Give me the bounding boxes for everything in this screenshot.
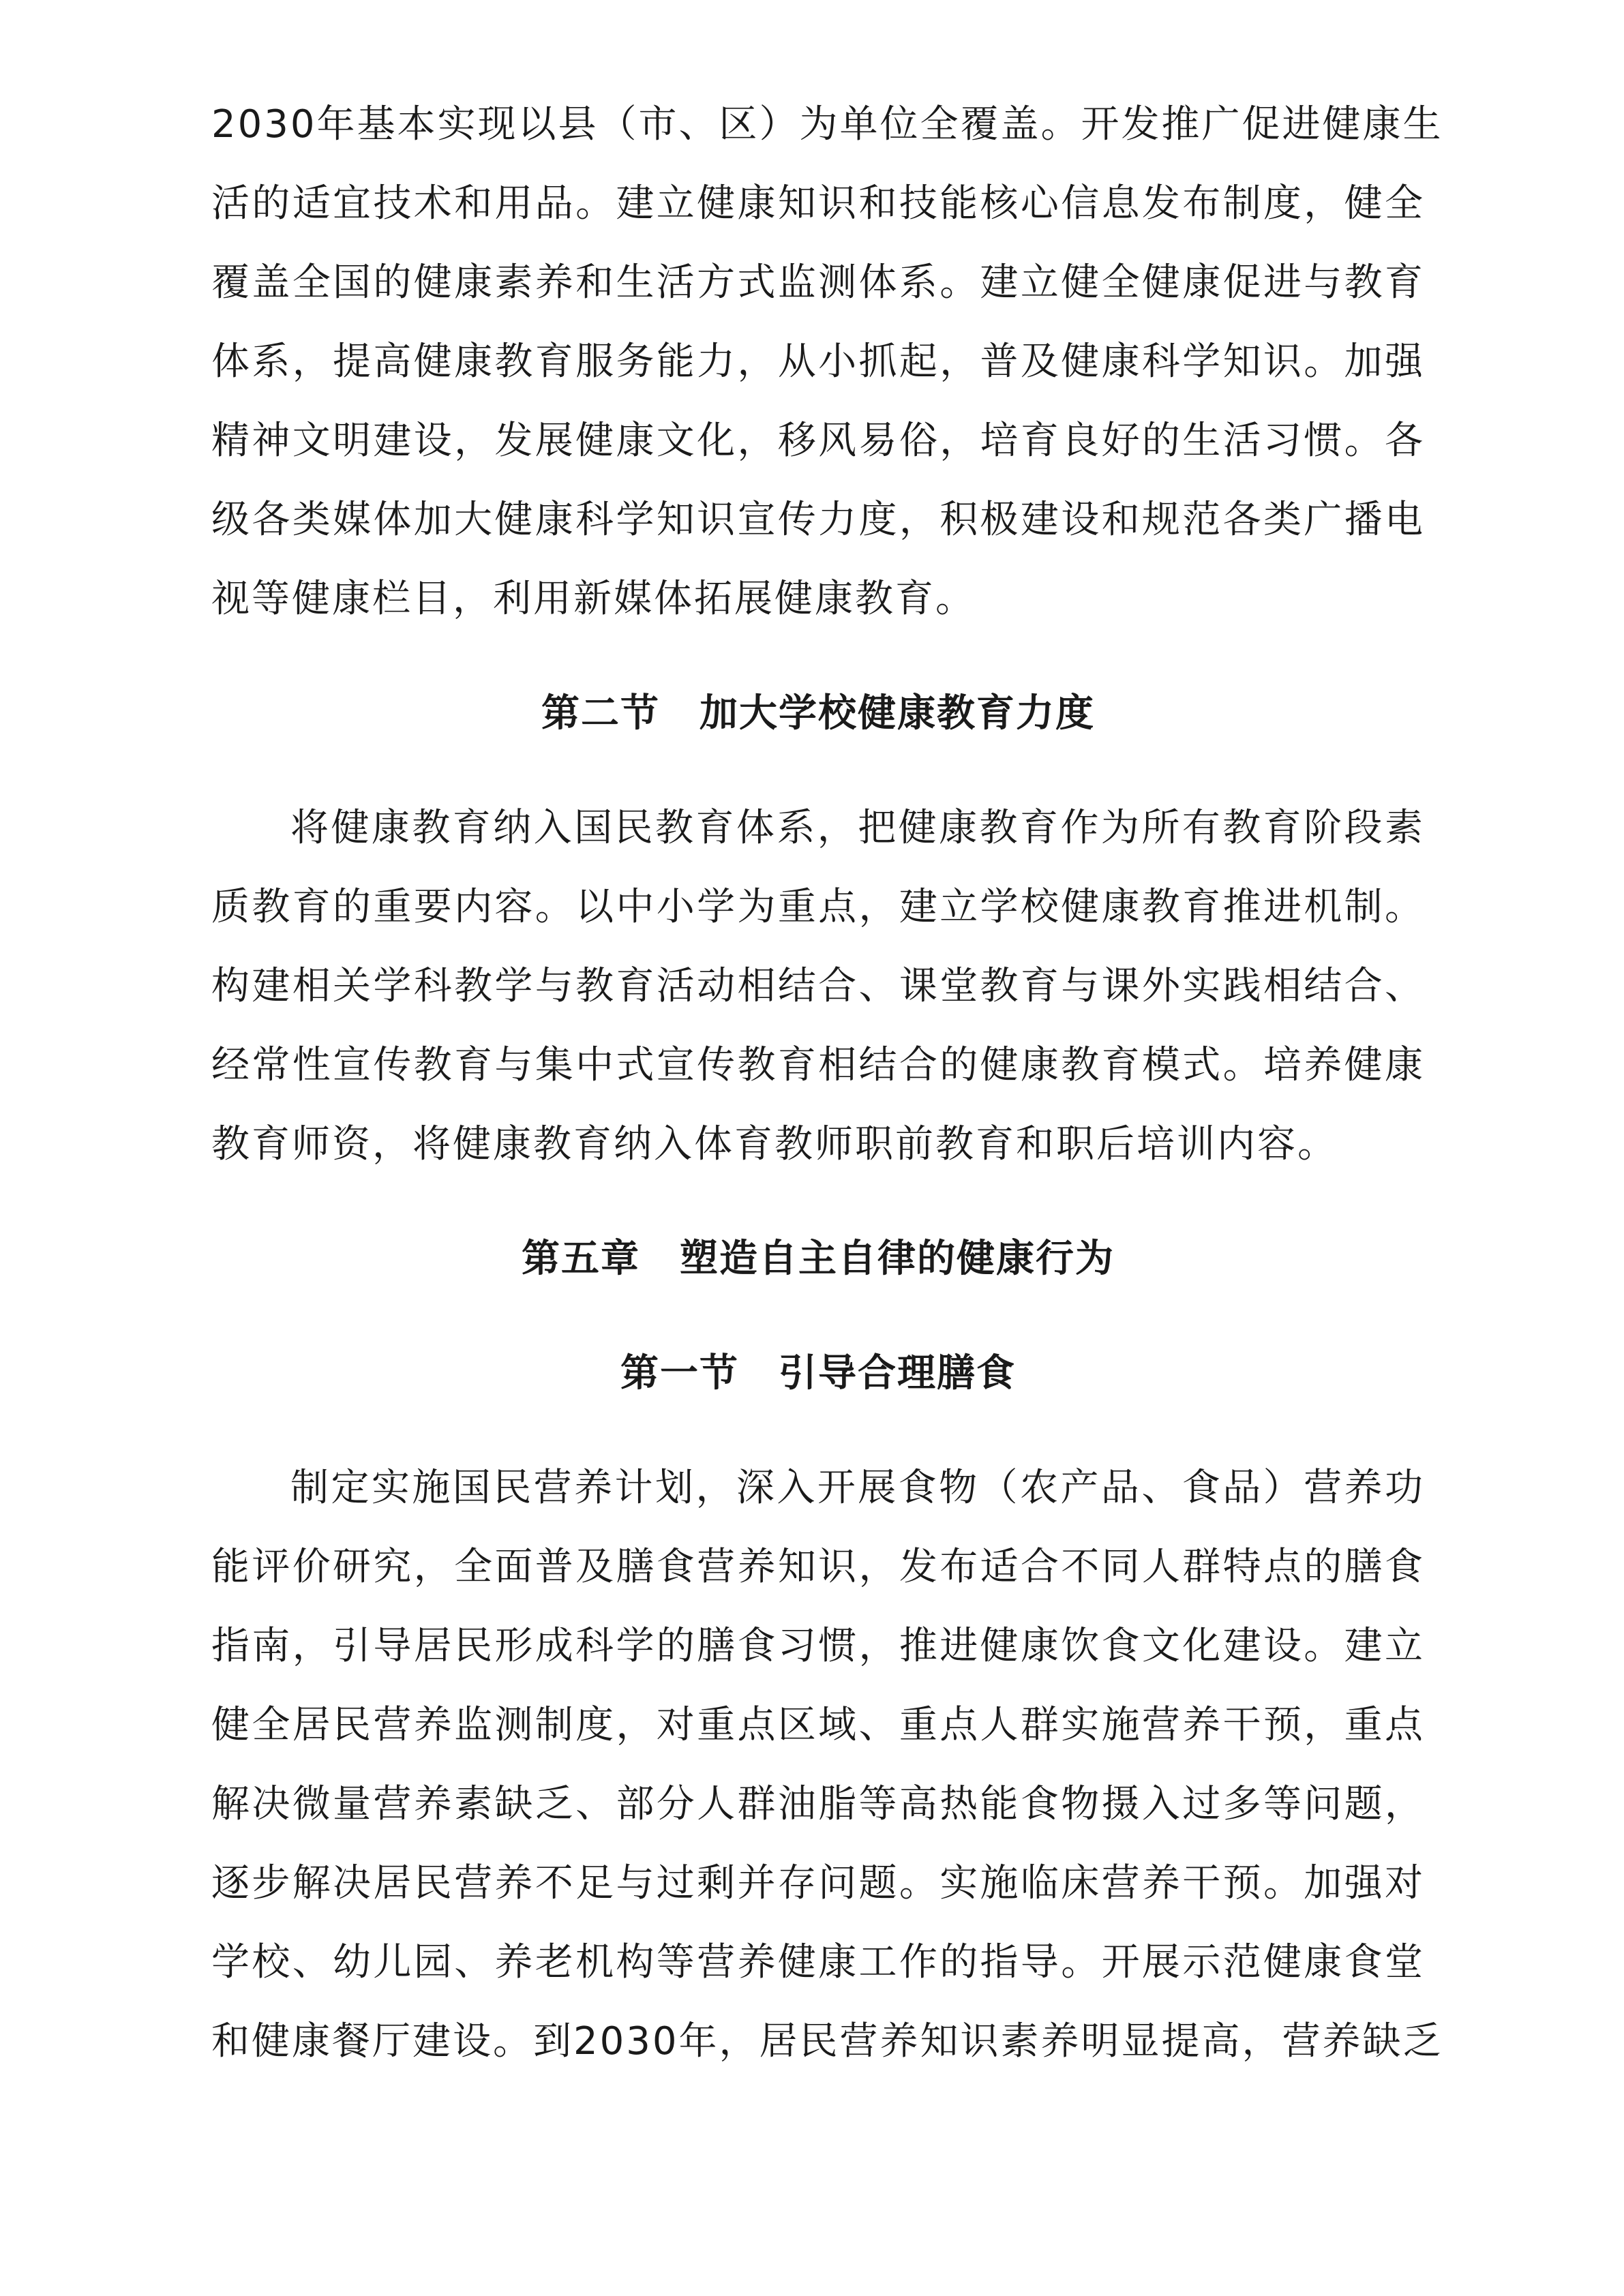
paragraph-line: 教育师资，将健康教育纳入体育教师职前教育和职后培训内容。	[211, 1122, 1338, 1166]
section-heading-school-health-education: 第二节 加大学校健康教育力度	[541, 691, 1095, 736]
document-page	[211, 85, 1443, 2081]
paragraph-line: 解决微量营养素缺乏、部分人群油脂等高热能食物摄入过多等问题，	[211, 1782, 1425, 1826]
paragraph-line: 和健康餐厅建设。到2030年，居民营养知识素养明显提高，营养缺乏	[211, 2019, 1443, 2064]
chapter-heading-health-behavior: 第五章 塑造自主自律的健康行为	[522, 1237, 1115, 1281]
paragraph-line: 能评价研究，全面普及膳食营养知识，发布适合不同人群特点的膳食	[211, 1545, 1425, 1589]
paragraph-school-health-education	[211, 789, 1425, 1184]
paragraph-line: 指南，引导居民形成科学的膳食习惯，推进健康饮食文化建设。建立	[211, 1624, 1425, 1668]
paragraph-line: 级各类媒体加大健康科学知识宣传力度，积极建设和规范各类广播电	[211, 498, 1425, 542]
paragraph-line: 活的适宜技术和用品。建立健康知识和技能核心信息发布制度，健全	[211, 181, 1425, 226]
paragraph-line: 构建相关学科教学与教育活动相结合、课堂教育与课外实践相结合、	[211, 964, 1425, 1008]
paragraph-line: 逐步解决居民营养不足与过剩并存问题。实施临床营养干预。加强对	[211, 1861, 1425, 1905]
paragraph-line: 2030年基本实现以县（市、区）为单位全覆盖。开发推广促进健康生	[211, 102, 1443, 147]
paragraph-rational-diet	[211, 1449, 1443, 2081]
paragraph-line: 学校、幼儿园、养老机构等营养健康工作的指导。开展示范健康食堂	[211, 1940, 1425, 1984]
paragraph-line: 质教育的重要内容。以中小学为重点，建立学校健康教育推进机制。	[211, 885, 1425, 929]
paragraph-line: 健全居民营养监测制度，对重点区域、重点人群实施营养干预，重点	[211, 1703, 1425, 1747]
paragraph-line: 覆盖全国的健康素养和生活方式监测体系。建立健全健康促进与教育	[211, 260, 1425, 305]
paragraph-line: 精神文明建设，发展健康文化，移风易俗，培育良好的生活习惯。各	[211, 419, 1425, 463]
paragraph-line: 视等健康栏目，利用新媒体拓展健康教育。	[211, 577, 976, 621]
section-heading-rational-diet: 第一节 引导合理膳食	[620, 1351, 1016, 1395]
paragraph-line: 制定实施国民营养计划，深入开展食物（农产品、食品）营养功	[290, 1466, 1425, 1510]
paragraph-health-education-system	[211, 85, 1443, 639]
paragraph-line: 经常性宣传教育与集中式宣传教育相结合的健康教育模式。培养健康	[211, 1043, 1425, 1087]
paragraph-line: 体系，提高健康教育服务能力，从小抓起，普及健康科学知识。加强	[211, 339, 1425, 384]
paragraph-line: 将健康教育纳入国民教育体系，把健康教育作为所有教育阶段素	[290, 806, 1425, 850]
